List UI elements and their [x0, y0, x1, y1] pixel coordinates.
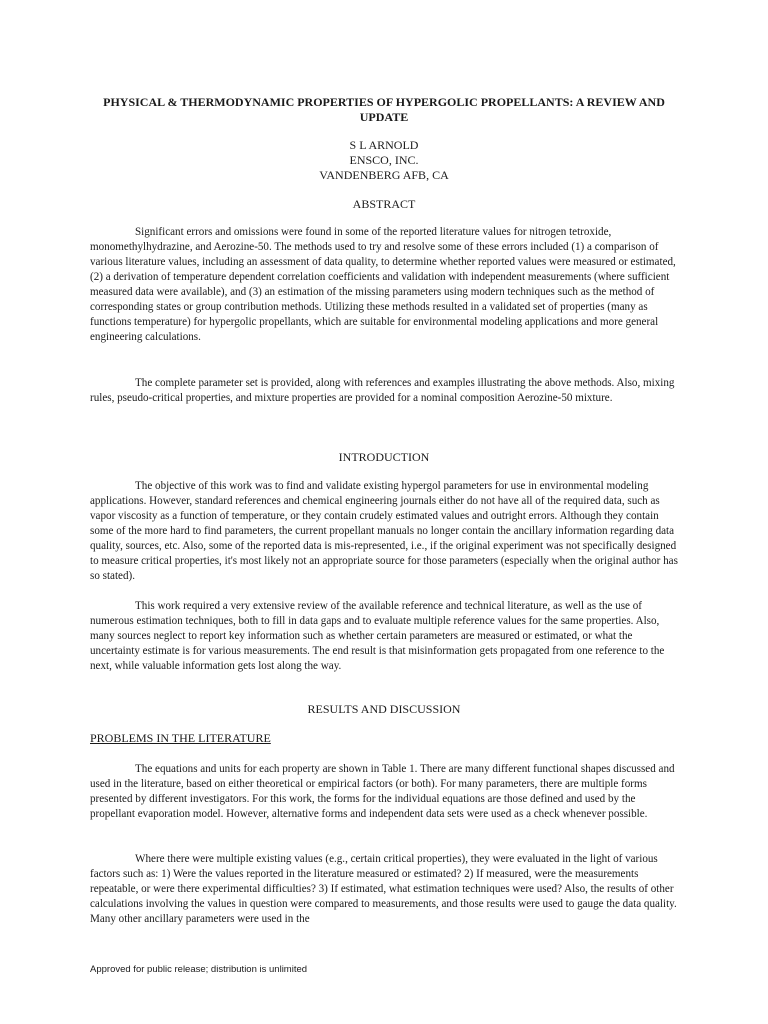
abstract-paragraph-1: Significant errors and omissions were found in some of the reported literature values for nitrogen tetroxide, monomethylhydrazine, and Aerozine-50. The methods used to try and resolve some of these errors included (1) a comparison of various literature values, including an assessment of data quality, to determine whether reported values were measured or estimated, (2) a derivation of temperature dependent correlation coefficients and validation with independent measurements (where sufficient measured data were available), and (3) an estimation of the missing parameters using modern techniques such as the method of corresponding states or group contribution methods. Utilizing these methods resulted in a validated set of properties (many as functions temperature) for hypergolic propellants, which are suitable for environmental modeling applications and more general engineering calculations. [90, 226, 676, 343]
abstract-heading: ABSTRACT [352, 197, 416, 211]
introduction-heading: INTRODUCTION [338, 450, 430, 464]
author-location: VANDENBERG AFB, CA [319, 168, 449, 182]
distribution-statement: Approved for public release; distribution is unlimited [90, 964, 308, 975]
results-heading: RESULTS AND DISCUSSION [307, 702, 461, 716]
problems-subheading: PROBLEMS IN THE LITERATURE [90, 731, 271, 745]
author-name: S L ARNOLD [349, 138, 419, 152]
abstract-paragraph-2: The complete parameter set is provided, along with references and examples illustrating the above methods. Also, mixing rules, pseudo-critical properties, and mixture properties are provided for a nominal composition Aerozine-50 mixture. [90, 377, 675, 404]
results-paragraph-2: Where there were multiple existing values (e.g., certain critical properties), they were evaluated in the light of various factors such as: 1) Were the values reported in the literature measured or estimated? 2) If measured, were the measurements repeatable, or were there experimental difficulties? 3) If estimated, what estimation techniques were used? Also, the results of other calculations involving the values in question were compared to measurements, and those results were used to gauge the data quality. Many other ancillary parameters were used in the [90, 853, 677, 925]
introduction-paragraph-1: The objective of this work was to find and validate existing hypergol parameters for use in environmental modeling applications. However, standard references and chemical engineering journals either do not have all of the required data, such as vapor viscosity as a function of temperature, or they contain crudely estimated values and outright errors. Although they contain some of the more hard to find parameters, the current propellant manuals no longer contain the ancillary information regarding data quality, sources, etc. Also, some of the reported data is mis-represented, i.e., if the original experiment was not specifically designed to measure critical properties, it's most likely not an appropriate source for those parameters (especially when the original author has so stated). [90, 480, 678, 582]
paper-title: PHYSICAL & THERMODYNAMIC PROPERTIES OF HYPERGOLIC PROPELLANTS: A REVIEW AND UPDATE [103, 95, 665, 124]
results-paragraph-1: The equations and units for each property are shown in Table 1. There are many different functional shapes discussed and used in the literature, based on either theoretical or empirical factors (or both). For many parameters, there are multiple forms presented by different investigators. For this work, the forms for the individual equations are those defined and used by the propellant evaporation model. However, alternative forms and independent data sets were used as a check whenever possible. [90, 763, 675, 820]
introduction-paragraph-2: This work required a very extensive review of the available reference and technical literature, as well as the use of numerous estimation techniques, both to fill in data gaps and to evaluate multiple reference values for the same properties. Also, many sources neglect to report key information such as whether certain parameters are measured or estimated, or what the uncertainty estimate is for various measurements. The end result is that misinformation gets propagated from one reference to the next, while valuable information gets lost along the way. [90, 600, 665, 672]
author-organization: ENSCO, INC. [349, 153, 419, 167]
